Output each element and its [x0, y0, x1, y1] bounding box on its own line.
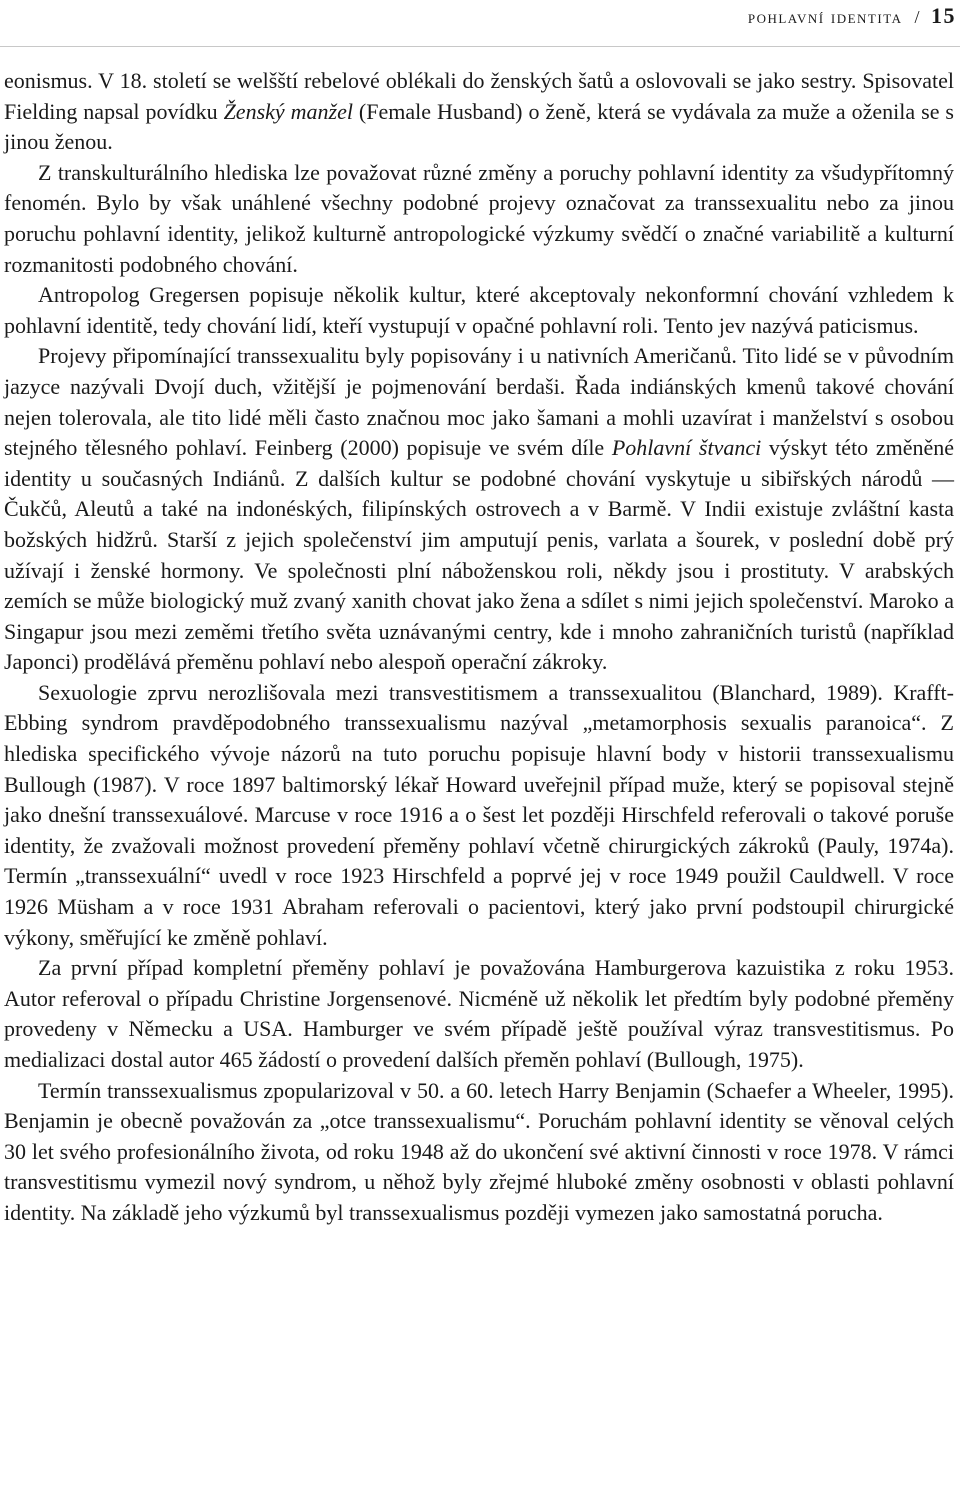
text-run: Z transkulturálního hlediska lze považovat různé změny a poruchy pohlavní identity za všudypřítomný fenomén. Bylo by však unáhlené všechny podobné projevy označovat za transsexualitu nebo za jinou poruchu pohlavní identity, jelikož kulturně antropologické výzkumy svědčí o značné variabilitě a kulturní rozmanitosti podobného chování. — [4, 159, 954, 277]
header-rule — [0, 46, 960, 47]
paragraph — [4, 158, 954, 280]
running-header-title: pohlavní identita — [747, 7, 903, 28]
running-header-separator: / — [914, 7, 921, 27]
running-header — [748, 2, 956, 32]
paragraph — [4, 1076, 954, 1229]
page-number: 15 — [931, 3, 956, 28]
italic-title: Pohlavní štvanci — [611, 435, 762, 461]
text-run: Za první případ kompletní přeměny pohlaví je považována Hamburgerova kazuistika z roku 1953. Autor referoval o případu Christine Jorgensenové. Nicméně už několik let předtím byly podobné přeměny provedeny v Německu a USA. Hamburger ve svém případě ještě používal výraz transvestitismus. Po medializaci dostal autor 465 žádostí o provedení dalších přeměn pohlaví (Bullough, 1975). — [4, 955, 954, 1072]
text-run: Projevy připomínající transsexualitu byly popisovány i u nativních Američanů. Tito lidé se v původním jazyce nazývali Dvojí duch, vžitější je pojmenování berdaši. Řada indiánských kmenů takové chování nejen tolerovala, ale tito lidé měli často značnou moc jako šamani a mohli uzavírat i manželství s osobou stejného tělesného pohlaví. Feinberg (2000) popisuje ve svém díle — [4, 343, 954, 461]
paragraph — [4, 66, 954, 158]
text-run: eonismus. V 18. století se welšští rebelové oblékali do ženských šatů a oslovovali se jako sestry. Spisovatel Fielding napsal povídku — [4, 68, 954, 124]
text-run: Termín transsexualismus zpopularizoval v 50. a 60. letech Harry Benjamin (Schaefer a Wheeler, 1995). Benjamin je obecně považován za „otce transsexualismu“. Poruchám pohlavní identity se věnoval celých 30 let svého profesionálního života, od roku 1948 až do ukončení své aktivní činnosti v roce 1978. V rámci transvestitismu vymezil nový syndrom, u něhož byly zřejmé hluboké změny osobnosti v oblasti pohlavní identity. Na základě jeho výzkumů byl transsexualismus později vymezen jako samostatná porucha. — [4, 1077, 954, 1225]
paragraph — [4, 678, 954, 953]
text-run: Antropolog Gregersen popisuje několik kultur, které akceptovaly nekonformní chování vzhledem k pohlavní identitě, tedy chování lidí, kteří vystupují v opačné pohlavní roli. Tento jev nazývá paticismus. — [4, 282, 954, 338]
paragraph — [4, 341, 954, 678]
body-text — [4, 66, 954, 1229]
paragraph — [4, 953, 954, 1075]
text-run: Sexuologie zprvu nerozlišovala mezi transvestitismem a transsexualitou (Blanchard, 1989). Krafft-Ebbing syndrom pravděpodobného transsexualismu nazýval „metamorphosis sexualis paranoica“. Z hlediska specifického vývoje názorů na tuto poruchu popisuje hlavní body v historii transsexualismu Bullough (1987). V roce 1897 baltimorský lékař Howard uveřejnil případ muže, který se popisoval stejně jako dnešní transsexuálové. Marcuse v roce 1916 a o šest let později Hirschfeld referovali o takové poruše identity, že zvažovali možnost provedení přeměny pohlaví včetně chirurgických zákroků (Pauly, 1974a). Termín „transsexuální“ uvedl v roce 1923 Hirschfeld a poprvé jej v roce 1949 použil Cauldwell. V roce 1926 Müsham a v roce 1931 Abraham referovali o pacientovi, který jako první podstoupil chirurgické výkony, směřující ke změně pohlaví. — [4, 679, 954, 950]
text-run: výskyt této změněné identity u současných Indiánů. Z dalších kultur se podobné chování vyskytuje u sibiřských národů — Čukčů, Aleutů a také na indonéských, filipínských ostrovech a v Barmě. V Indii existuje zvláštní kasta božských hidžrů. Starší z jejich společenství jim amputují penis, varlata a šourek, v poslední době prý užívají i ženské hormony. Ve společnosti plní náboženskou roli, někdy jsou i prostituty. V arabských zemích se může biologický muž zvaný xanith chovat jako žena a sdílet s nimi jejich společenství. Maroko a Singapur jsou mezi zeměmi třetího světa uznávanými centry, kde i mnoho zahraničních turistů (například Japonci) prodělává přeměnu pohlaví nebo alespoň operační zákroky. — [4, 435, 954, 675]
italic-title: Ženský manžel — [223, 98, 353, 124]
text-run: (Female Husband) o ženě, která se vydávala za muže a oženila se s jinou ženou. — [4, 98, 954, 155]
paragraph — [4, 280, 954, 341]
